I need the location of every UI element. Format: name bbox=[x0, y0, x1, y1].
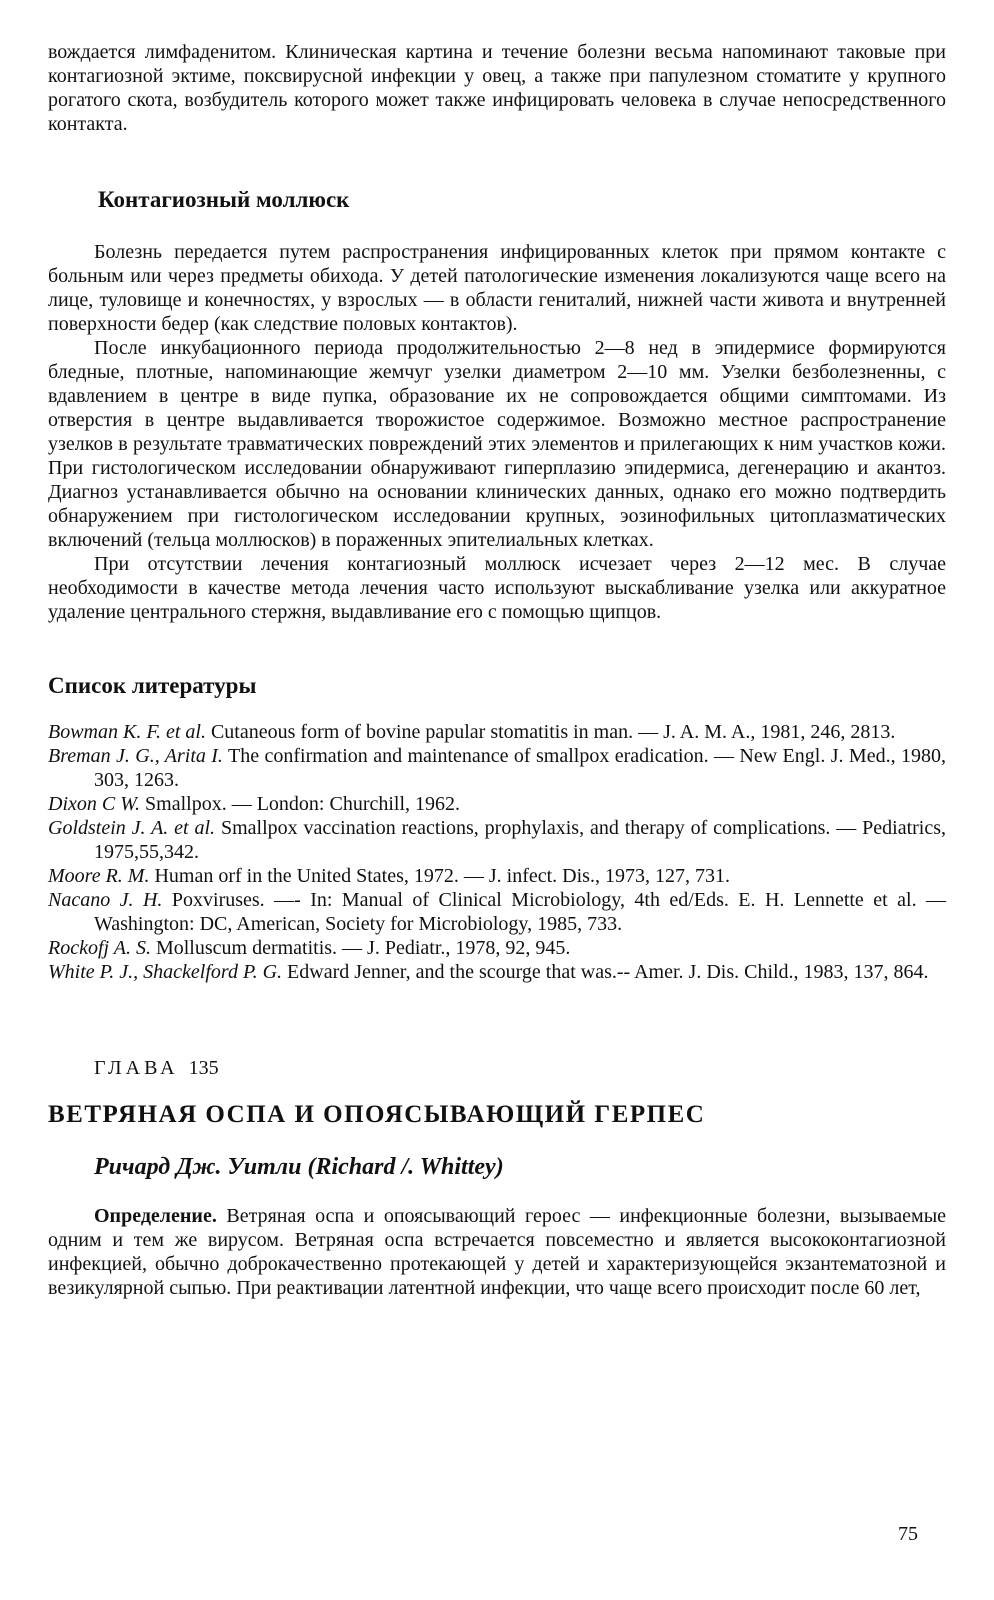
reference-authors: Rockofj A. S. bbox=[48, 937, 151, 959]
reference-text: Molluscum dermatitis. — J. Pediatr., 1978, 92, 945. bbox=[155, 937, 571, 959]
molluscum-section bbox=[48, 186, 946, 624]
reference-authors: Breman J. G., Arita I. bbox=[48, 745, 223, 767]
chapter-number: 135 bbox=[188, 1057, 219, 1079]
reference-item bbox=[48, 936, 946, 960]
molluscum-heading: Контагиозный моллюск bbox=[98, 187, 350, 212]
reference-text: The confirmation and maintenance of smallpox eradication. — New Engl. J. Med., 1980, 303, 1263. bbox=[94, 745, 946, 791]
chapter-label bbox=[94, 1056, 946, 1080]
reference-item bbox=[48, 888, 946, 936]
reference-authors: Goldstein J. A. et al. bbox=[48, 817, 216, 839]
intro-paragraph: вождается лимфаденитом. Клиническая картина и течение болезни весьма напоминают таковые при контагиозной эктиме, поксвирусной инфекции у овец, а также при папулезном стоматите у крупного рогатого скота, возбудитель которого может также инфицировать человека в случае непосредственного контакта. bbox=[48, 41, 946, 135]
references-heading: Список литературы bbox=[48, 673, 257, 698]
reference-text: Smallpox. — London: Churchill, 1962. bbox=[145, 793, 461, 815]
reference-item bbox=[48, 720, 946, 744]
reference-item bbox=[48, 816, 946, 864]
definition-label: Определение. bbox=[94, 1205, 217, 1227]
page-number: 75 bbox=[898, 1523, 918, 1545]
reference-text: Smallpox vaccination reactions, prophylaxis, and therapy of complications. — Pediatrics, 1975,55,342. bbox=[94, 817, 946, 863]
reference-authors: White P. J., Shackelford P. G. bbox=[48, 961, 283, 983]
definition-text: Ветряная оспа и опоясывающий героес — инфекционные болезни, вызываемые одним и тем же вирусом. Ветряная оспа встречается повсеместно и является высококонтагиозной инфекцией, обычно доброкачественно протекающей у детей и характеризующейся экзантематозной и везикулярной сыпью. При реактивации латентной инфекции, что чаще всего происходит после 60 лет, bbox=[48, 1205, 947, 1299]
reference-text: Poxviruses. —- In: Manual of Clinical Microbiology, 4th ed/Eds. E. H. Lennette et al. — Washington: DC, American, Society for Microbiology, 1985, 733. bbox=[94, 889, 947, 935]
reference-authors: Bowman K. F. et al. bbox=[48, 721, 206, 743]
reference-authors: Moore R. M. bbox=[48, 865, 150, 887]
chapter-section bbox=[48, 1056, 946, 1300]
references-section bbox=[48, 672, 946, 984]
molluscum-paragraph-2: После инкубационного периода продолжительностью 2—8 нед в эпидермисе формируются бледные, плотные, напоминающие жемчуг узелки диаметром 2—10 мм. Узелки безболезненны, с вдавлением в центре в виде пупка, образование их не сопровождается общими симптомами. Из отверстия в центре выдавливается творожистое содержимое. Возможно местное распространение узелков в результате травматических повреждений этих элементов и прилегающих к ним участков кожи. При гистологическом исследовании обнаруживают гиперплазию эпидермиса, дегенерацию и акантоз. Диагноз устанавливается обычно на основании клинических данных, однако его можно подтвердить обнаружением при гистологическом исследовании крупных, эозинофильных цитоплазматических включений (тельца моллюсков) в пораженных эпителиальных клетках. bbox=[48, 337, 946, 551]
chapter-author: Ричард Дж. Уитли (Richard /. Whittey) bbox=[94, 1154, 504, 1180]
reference-item bbox=[48, 792, 946, 816]
reference-item bbox=[48, 864, 946, 888]
molluscum-paragraph-1: Болезнь передается путем распространения инфицированных клеток при прямом контакте с больным или через предметы обихода. У детей патологические изменения локализуются чаще всего на лице, туловище и конечностях, у взрослых — в области гениталий, нижней части живота и внутренней поверхности бедер (как следствие половых контактов). bbox=[48, 241, 946, 335]
chapter-title: ВЕТРЯНАЯ ОСПА И ОПОЯСЫВАЮЩИЙ ГЕРПЕС bbox=[48, 1101, 706, 1128]
reference-item bbox=[48, 960, 946, 984]
definition-paragraph bbox=[48, 1204, 946, 1300]
reference-text: Edward Jenner, and the scourge that was.-- Amer. J. Dis. Child., 1983, 137, 864. bbox=[287, 961, 929, 983]
reference-item bbox=[48, 744, 946, 792]
chapter-word: ГЛАВА bbox=[94, 1057, 179, 1079]
reference-authors: Nacano J. H. bbox=[48, 889, 163, 911]
reference-text: Cutaneous form of bovine papular stomatitis in man. — J. A. M. A., 1981, 246, 2813. bbox=[210, 721, 896, 743]
molluscum-paragraph-3: При отсутствии лечения контагиозный моллюск исчезает через 2—12 мес. В случае необходимости в качестве метода лечения часто используют выскабливание узелка или аккуратное удаление центрального стержня, выдавливание его с помощью щипцов. bbox=[48, 553, 946, 623]
reference-authors: Dixon C W. bbox=[48, 793, 141, 815]
reference-text: Human orf in the United States, 1972. — J. infect. Dis., 1973, 127, 731. bbox=[154, 865, 730, 887]
